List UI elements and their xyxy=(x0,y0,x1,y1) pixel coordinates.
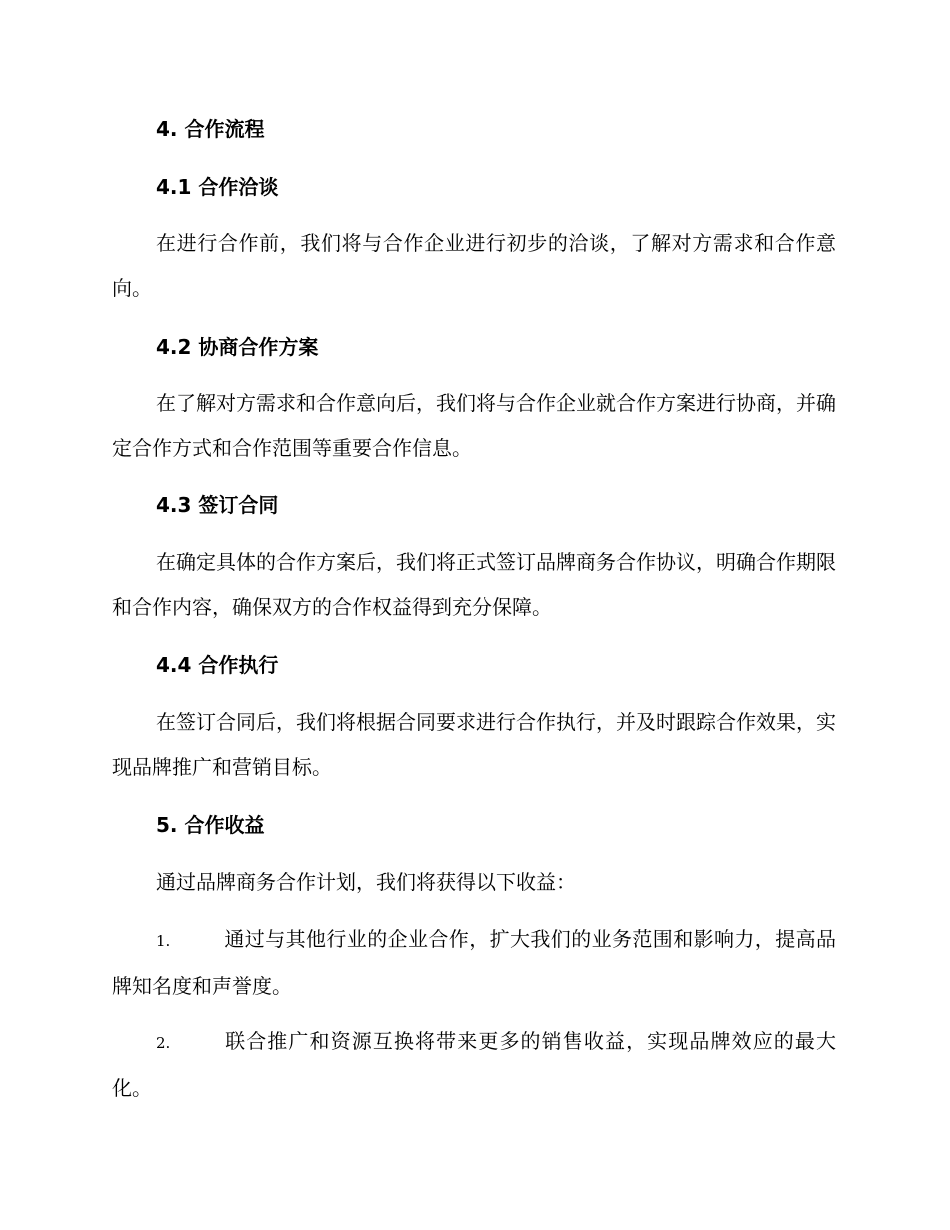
section-4-heading: 4. 合作流程 xyxy=(156,117,265,141)
list-item xyxy=(112,917,836,1009)
section-4-4-paragraph: 在签订合同后，我们将根据合同要求进行合作执行，并及时跟踪合作效果，实现品牌推广和营销目标。 xyxy=(112,710,836,779)
list-item xyxy=(112,1019,836,1111)
section-5-intro: 通过品牌商务合作计划，我们将获得以下收益： xyxy=(156,870,576,894)
section-4-3-heading: 4.3 签订合同 xyxy=(156,493,279,517)
section-4-1-paragraph: 在进行合作前，我们将与合作企业进行初步的洽谈，了解对方需求和合作意向。 xyxy=(112,231,836,300)
list-item-text: 联合推广和资源互换将带来更多的销售收益，实现品牌效应的最大化。 xyxy=(112,1029,836,1100)
list-item-text: 通过与其他行业的企业合作，扩大我们的业务范围和影响力，提高品牌知名度和声誉度。 xyxy=(112,927,836,998)
section-4-2-paragraph: 在了解对方需求和合作意向后，我们将与合作企业就合作方案进行协商，并确定合作方式和合作范围等重要合作信息。 xyxy=(112,391,836,460)
section-4-2-heading: 4.2 协商合作方案 xyxy=(156,335,319,359)
section-5-heading: 5. 合作收益 xyxy=(156,813,265,837)
section-4-1-heading: 4.1 合作洽谈 xyxy=(156,175,279,199)
section-4-4-heading: 4.4 合作执行 xyxy=(156,653,279,677)
list-item-number: 1. xyxy=(156,932,171,950)
list-item-number: 2. xyxy=(156,1034,171,1052)
section-4-3-paragraph: 在确定具体的合作方案后，我们将正式签订品牌商务合作协议，明确合作期限和合作内容，确保双方的合作权益得到充分保障。 xyxy=(112,550,836,619)
